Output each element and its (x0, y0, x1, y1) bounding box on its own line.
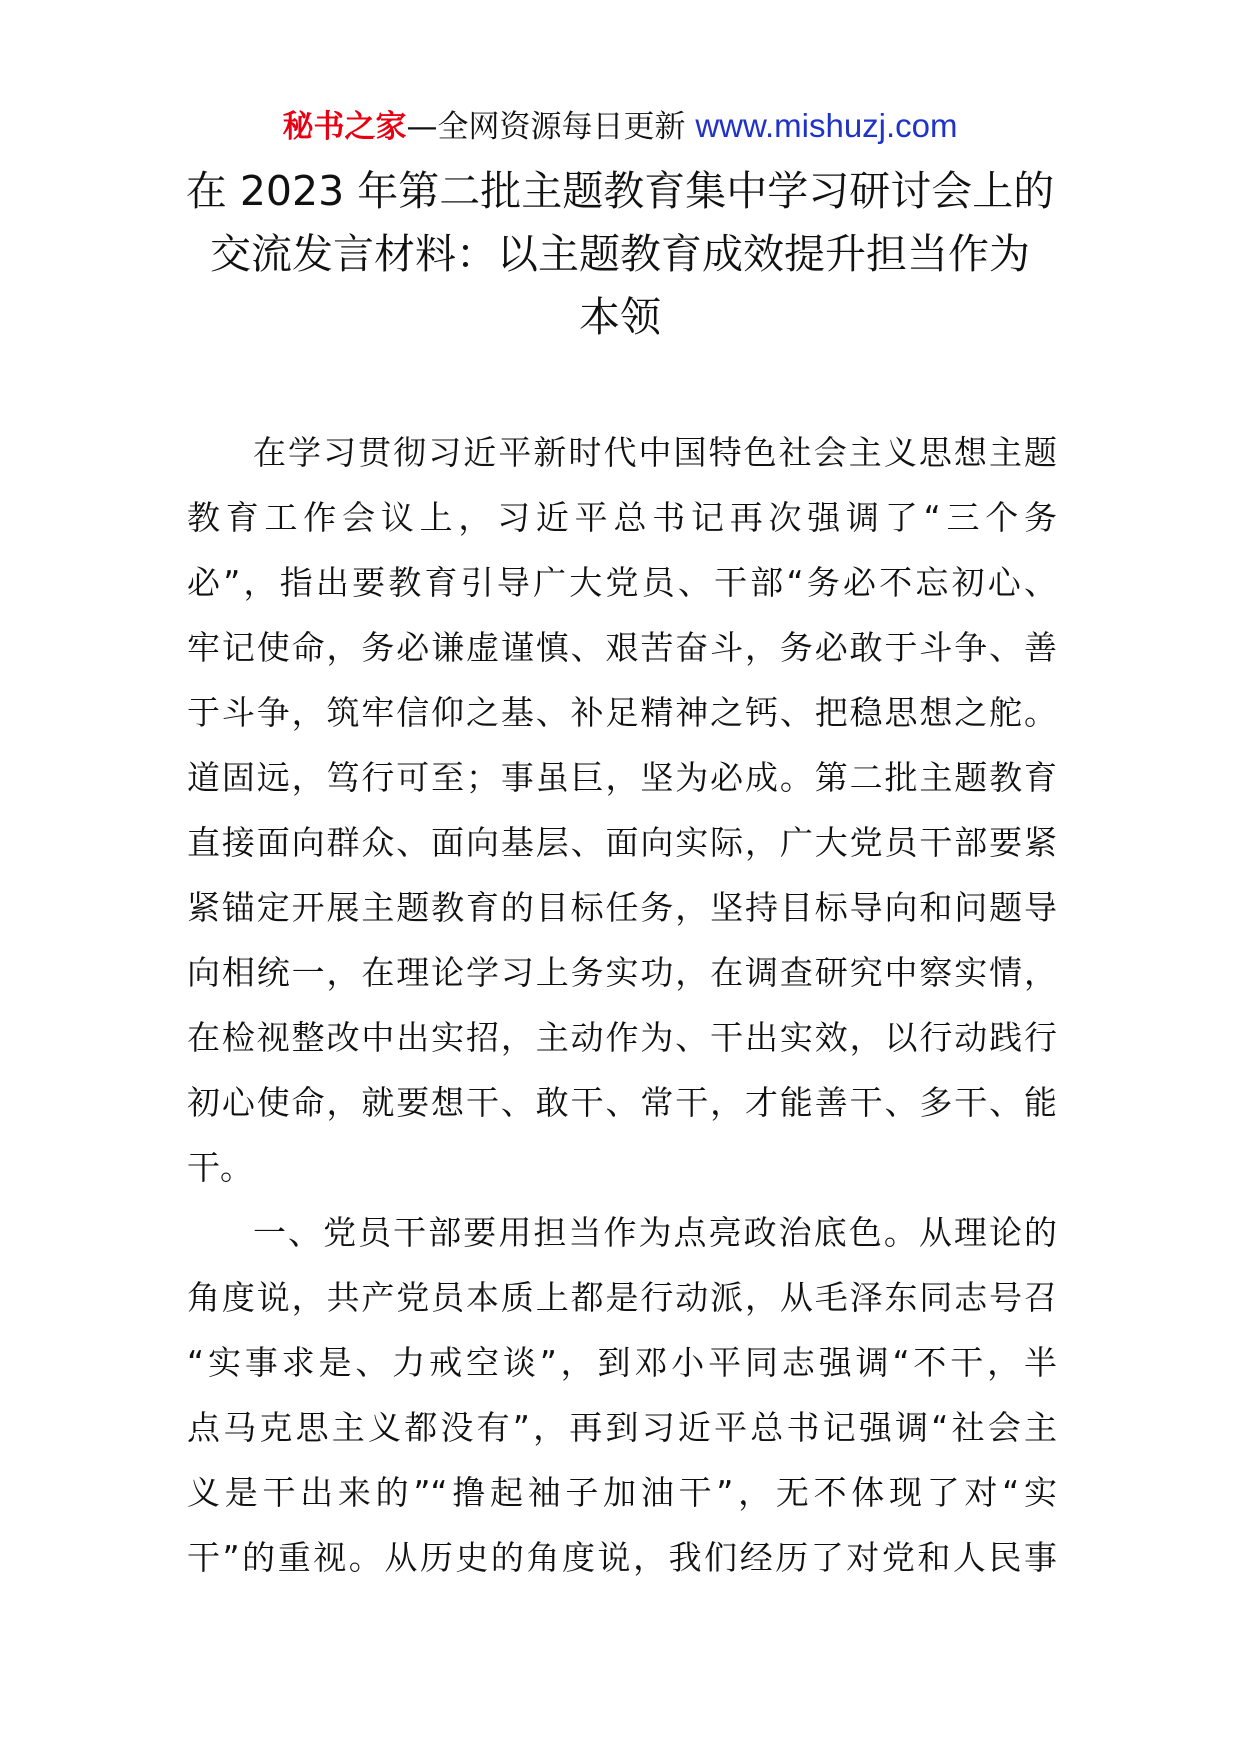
text-line: 干”的重视。从历史的角度说，我们经历了对党和人民事 (187, 1538, 1057, 1577)
site-header (0, 98, 1240, 155)
document-body (187, 420, 1057, 1590)
text-line: 初心使命，就要想干、敢干、常干，才能善干、多干、能 (187, 1083, 1057, 1122)
text-line: 干。 (187, 1148, 253, 1187)
title-line: 交流发言材料：以主题教育成效提升担当作为 (210, 230, 1030, 278)
text-line: 紧锚定开展主题教育的目标任务，坚持目标导向和问题导 (187, 888, 1057, 927)
text-line: 点马克思主义都没有”，再到习近平总书记强调“社会主 (187, 1408, 1057, 1447)
text-line: 角度说，共产党员本质上都是行动派，从毛泽东同志号召 (187, 1278, 1057, 1317)
text-line: 于斗争，筑牢信仰之基、补足精神之钙、把稳思想之舵。 (187, 693, 1057, 732)
text-line: 必”，指出要教育引导广大党员、干部“务必不忘初心、 (187, 563, 1057, 602)
header-tagline: —全网资源每日更新 (406, 109, 686, 145)
paragraph-1 (187, 420, 1057, 1200)
brand-name: 秘书之家 (282, 109, 407, 145)
title-line: 本领 (579, 293, 661, 341)
document-title (150, 160, 1090, 349)
text-line: 道固远，笃行可至；事虽巨，坚为必成。第二批主题教育 (187, 758, 1057, 797)
text-line: 教育工作会议上，习近平总书记再次强调了“三个务 (187, 498, 1057, 537)
paragraph-2 (187, 1200, 1057, 1590)
text-line: “实事求是、力戒空谈”，到邓小平同志强调“不干，半 (187, 1343, 1057, 1382)
text-line: 义是干出来的”“撸起袖子加油干”，无不体现了对“实 (187, 1473, 1057, 1512)
text-line: 一、党员干部要用担当作为点亮政治底色。从理论的 (253, 1213, 1057, 1252)
text-line: 直接面向群众、面向基层、面向实际，广大党员干部要紧 (187, 823, 1057, 862)
text-line: 向相统一，在理论学习上务实功，在调查研究中察实情， (187, 953, 1057, 992)
title-line: 在 2023 年第二批主题教育集中学习研讨会上的 (185, 167, 1055, 215)
site-url-link[interactable]: www.mishuzj.com (695, 107, 958, 144)
text-line: 在学习贯彻习近平新时代中国特色社会主义思想主题 (253, 433, 1057, 472)
text-line: 在检视整改中出实招，主动作为、干出实效，以行动践行 (187, 1018, 1057, 1057)
text-line: 牢记使命，务必谦虚谨慎、艰苦奋斗，务必敢于斗争、善 (187, 628, 1057, 667)
